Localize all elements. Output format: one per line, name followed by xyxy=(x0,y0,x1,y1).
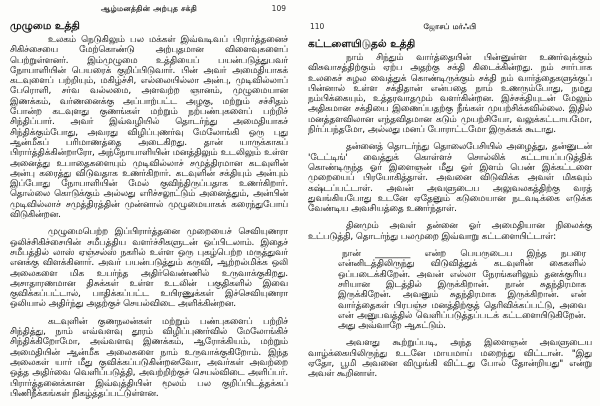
left-page xyxy=(10,4,288,406)
right-paragraph-2: தன்னைத் தொடர்ந்து தொலைபேசியில் அழைத்து, தன்னுடன் 'டேட்டிங்' வைத்துக் கொள்ளச் சொல்லிக் கட்டாயப்படுத்திக் கொண்டிருந்த ஓர் இளைஞன் மீது ஓர் இளம் பெண் இக்கட்டளை முறையைப் பிரயோகித்தாள். அவனை விடுவிக்க அவள் மிகவும் கஷ்டப்பட்டாள். அவன் அவளுடைய அலுவலகத்திற்கு வரத் துவங்கியபோது உடனே ஏதேனும் கடுமையான நடவடிக்கை எடுக்க வேண்டிய அவசியத்தை உணர்ந்தாள். xyxy=(308,142,592,215)
page-gutter xyxy=(288,0,306,400)
section-heading-muzhumai-uththi: முழுமை உத்தி xyxy=(10,20,80,32)
left-paragraph-3: கடவுளின் குணநலன்கள் மற்றும் பண்புகளைப் பற்றிச் சிந்தித்து, நாம் எவ்வளவு தூரம் விழிப்புணர்வில் மேலோங்கிச் சிந்திக்கிறோமோ, அவ்வளவு இணக்கம், ஆரோக்கியம், மற்றும் அமைதியின் ஆன்மீக அலைகளை நாம் உருவாக்குகிறோம். இந்த அலைகள் யார் மீது குவிக்கப்படுகின்றனவோ, அவர்கள் அவற்றை ஒத்த அதிர்வை வெளிப்படுத்தி, அவற்றிற்குச் செயல்விடை அளிப்பர். பிரார்த்தனைக்கான இவ்வுத்தியின் மூலம் பல குறிப்பிடத்தக்கப் பிணிநீக்கங்கள் நிகழ்த்தப்பட்டுள்ளன. xyxy=(10,316,288,399)
right-paragraph-1: நாம் சிந்தும் வார்த்தையின் பின்னுள்ள உணர்வுக்கும் விசுவாசத்திற்கும் ஏற்ப அதற்கு சக்தி கிடைக்கின்றது. நம் சார்பாக உலகைச் சுழல வைத்துக் கொண்டிருக்கும் சக்தி நம் வார்த்தைகளுக்குப் பின்னால் உள்ள சக்திதான் என்பதை நாம் உணரும்போது, நமது நம்பிக்கையும், உத்தரவாதமும் வளர்கின்றன. இச்சக்தியுடன் மேலும் அதிகமான சக்தியை இணைப்பதற்கு நீங்கள் முயற்சிக்கவில்லை. இதில் மனத்தளவிலான எந்தவிதமான கடும் முயற்சியோ, வலுக்கட்டாயமோ, நிர்ப்பந்தமோ, அல்லது மனப் போராட்டமோ இருக்கக் கூடாது. xyxy=(308,53,592,136)
right-page-number: 110 xyxy=(310,22,325,31)
left-page-number: 109 xyxy=(271,4,286,13)
section-heading-kattalaiyiduthal-uththi: கட்டளையிடுதல் உத்தி xyxy=(308,38,416,50)
left-header-book-title: ஆழ்மனத்தின் அற்புத சக்தி xyxy=(100,4,198,13)
right-running-header xyxy=(308,22,592,34)
right-closing-paragraph: அவளது கூற்றுப்படி, அந்த இளைஞன் அவளுடைய வாழ்க்கையிலிருந்து உடனே மாயமாய் மறைந்து விட்டான். "இது ஏதோ, பூமி அவனை விழுங்கி விட்டது போல் தோன்றியது" என்று அவள் கூறினாள். xyxy=(308,338,592,380)
left-paragraph-2: முழுமைபெற்ற இப்பிரார்த்தனை முறையைச் செவியுணரா ஒலிச்சிகிச்சையின் சமீபத்திய வளர்ச்சிகளுடன் ஒப்பிடலாம். இதைச் சமீபத்தில் லாஸ் ஏஞ்சல்ஸ் நகரில் உள்ள ஒரு புகழ்பெற்ற மருத்துவர் எனக்கு விளக்கினார். அவர் பயன்படுத்தும் கருவி, ஆற்றல்மிக்க ஒலி அலைகளை மிக உயர்ந்த அதிர்வெண்ணில் உருவாக்குகிறது. அசாதாரணமான திசுக்கள் உள்ள உடலின் பகுதிகளில் இவை குவிக்கப்பட்டால், பாதிக்கப்பட்ட உயிரணுக்கள் இச்செவியுணரா ஒலியால் அதிர்ந்து அதற்குச் செயல்விடை அளிக்கின்றன. xyxy=(10,227,288,310)
left-paragraph-1: உலகம் நெடுகிலும் பல மக்கள் இவ்வடிவப் பிரார்த்தனைச் சிகிச்சையை மேற்கொண்டு அற்புதமான விளைவுகளைப் பெற்றுள்ளனர். இம்முழுமை உத்தியைப் பயன்படுத்துபவர் நோயாளியின் பெயரைக் குறிப்பிடுவார். பின் அவர் அமைதியாகக் கடவுளைப் பற்றியும், மகிழ்ச்சி, எல்லையில்லா அன்பு, முடிவில்லாப் பேரொளி, சர்வ வல்லமை, அளவற்ற ஞானம், முழுமையான இணக்கம், வர்ணனைக்கு அப்பாற்பட்ட அழகு, மற்றும் சச்சிதம் போன்ற கடவுளது குணங்கள் மற்றும் நற்பண்புகளைப் பற்றிச் சிந்திப்பார். அவர் இவ்வழியில் தொடர்ந்து அமைதியாகச் சிந்திக்கும்போது, அவரது விழிப்புணர்வு மேலோங்கி ஒரு புது ஆன்மீகப் பரிமாணத்தை அடைகிறது. தான் யாருக்காகப் பிரார்த்திக்கின்றாரோ, அந்நோயாளியின் மனத்திலும் உடலிலும் உள்ள அனைத்து உபாதைகளையும் முடிவில்லாச் சமுத்திரமான கடவுளின் அன்பு கரைத்து விடுவதாக உணர்கிறார். கடவுளின் சக்தியும் அன்பும் இப்போது நோயாளியின் மேல் குவிந்திருப்பதாக உணர்கிறார். தொல்லை கொடுக்கும் அல்லது எரிச்சலூட்டும் அனைத்தும், அன்பின் முடிவில்லாச் சமுத்திரத்தின் முன்னால் முழுமையாகக் கரைந்துபோய் விடுகின்றன. xyxy=(10,35,288,221)
left-running-header xyxy=(10,4,288,16)
affirmation-block-quote: நான் ________ என்ற பெயருடைய இந்த நபரை என்னிடத்திலிருந்து விடுவித்துக் கடவுளின் கைகளில் ஒப்படைக்கிறேன். அவன் எல்லா நேரங்களிலும் தனக்குரிய சரியான இடத்தில் இருக்கிறான். நான் சுதந்திரமாக இருக்கிறேன். அவனும் சுதந்திரமாக இருக்கிறான். என் வார்த்தைகள் பிரபஞ்ச மனத்திற்குத் தெரிவிக்கப்பட்டு, அவை என் அனுபவத்தில் வெளிப்படுத்தப்படக் கட்டளையிடுகிறேன். அது அவ்வாறே ஆகட்டும். xyxy=(338,249,586,332)
right-command-intro: தினமும் அவள் தன்னை ஓர் அமைதியான நிலைக்கு உட்படுத்தி, தொடர்ந்து பலமுறை இவ்வாறு கட்டளையிட்டாள்: xyxy=(308,221,592,242)
right-header-author-name: ஜோசப் மர்ஃபி xyxy=(423,22,477,31)
right-page xyxy=(308,22,592,387)
